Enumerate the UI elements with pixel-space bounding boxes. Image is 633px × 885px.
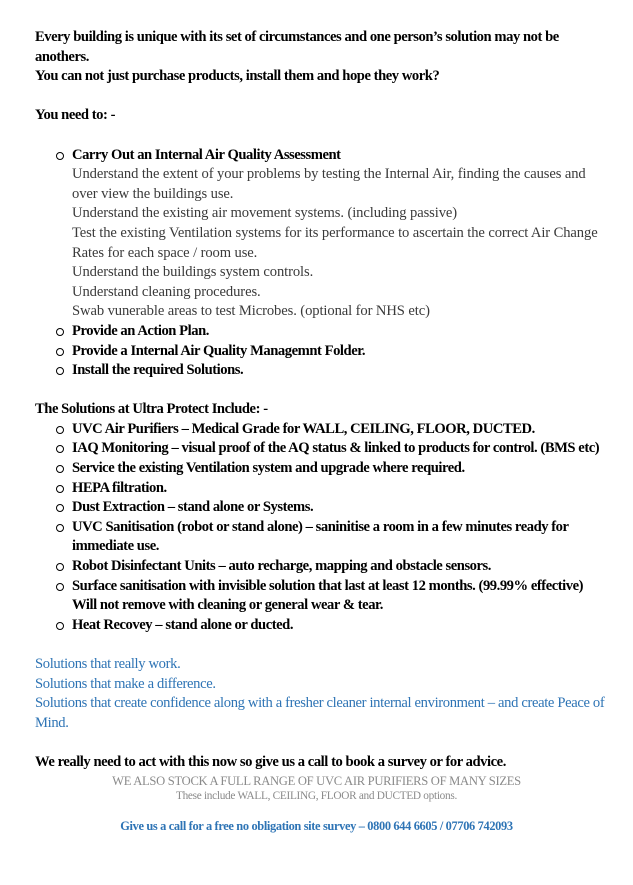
need-heading: You need to: -: [35, 107, 116, 124]
solution-item: [35, 420, 610, 440]
step-title: Provide an Action Plan.: [72, 322, 209, 339]
contact-line: Give us a call for a free no obligation site survey – 0800 644 6605 / 07706 742093: [120, 818, 513, 833]
step-item: [35, 146, 610, 166]
solution-item: [35, 557, 610, 577]
step-detail: Understand the buildings system controls.: [72, 264, 314, 281]
solution-item: [35, 439, 610, 459]
step-item: [35, 361, 610, 381]
tagline: Solutions that really work.: [35, 656, 181, 672]
solution-item: [35, 498, 610, 518]
hollow-bullet-icon: [56, 622, 64, 630]
step-title: Carry Out an Internal Air Quality Assessment: [72, 146, 341, 163]
step-detail: Swab vunerable areas to test Microbes. (optional for NHS etc): [72, 303, 430, 320]
step-item: [35, 342, 610, 362]
step-title: Provide a Internal Air Quality Managemnt Folder.: [72, 342, 366, 359]
tagline: Solutions that create confidence along with a fresher cleaner internal environment – and create Peace of Mind.: [35, 695, 605, 731]
hollow-bullet-icon: [56, 583, 64, 591]
solution-item: [35, 479, 610, 499]
solution-text: UVC Sanitisation (robot or stand alone) – saninitise a room in a few minutes ready for immediate use.: [72, 518, 569, 555]
solution-text: UVC Air Purifiers – Medical Grade for WALL, CEILING, FLOOR, DUCTED.: [72, 420, 535, 437]
call-to-action: We really need to act with this now so give us a call to book a survey or for advice.: [35, 753, 506, 770]
step-detail: Understand the extent of your problems by testing the Internal Air, finding the causes and over view the buildings use.: [72, 166, 586, 202]
solution-text: Dust Extraction – stand alone or Systems.: [72, 499, 314, 516]
step-detail: Test the existing Ventilation systems for its performance to ascertain the correct Air Change Rates for each space / room use.: [72, 224, 598, 261]
hollow-bullet-icon: [56, 328, 64, 336]
solution-text: HEPA filtration.: [72, 479, 167, 496]
solution-text: Robot Disinfectant Units – auto recharge, mapping and obstacle sensors.: [72, 558, 491, 575]
solution-text: Service the existing Ventilation system and upgrade where required.: [72, 460, 465, 477]
hollow-bullet-icon: [56, 465, 64, 473]
step-item: [35, 322, 610, 342]
step-title: Install the required Solutions.: [72, 362, 244, 379]
stock-line: WE ALSO STOCK A FULL RANGE OF UVC AIR PURIFIERS OF MANY SIZES: [112, 773, 521, 788]
hollow-bullet-icon: [56, 563, 64, 571]
solutions-heading: The Solutions at Ultra Protect Include: -: [35, 401, 268, 418]
hollow-bullet-icon: [56, 504, 64, 512]
solutions-list: [35, 420, 610, 636]
step-detail: Understand the existing air movement systems. (including passive): [72, 205, 458, 222]
steps-list: [35, 146, 610, 381]
solution-item: [35, 459, 610, 479]
hollow-bullet-icon: [56, 524, 64, 532]
solution-text: IAQ Monitoring – visual proof of the AQ status & linked to products for control. (BMS etc): [72, 440, 600, 457]
hollow-bullet-icon: [56, 426, 64, 434]
solution-item: [35, 616, 610, 636]
solution-item: [35, 518, 610, 557]
intro-line-1: Every building is unique with its set of circumstances and one person’s solution may not be anothers.: [35, 29, 559, 65]
step-detail: Understand cleaning procedures.: [72, 283, 261, 300]
tagline: Solutions that make a difference.: [35, 675, 216, 692]
hollow-bullet-icon: [56, 152, 64, 160]
hollow-bullet-icon: [56, 485, 64, 493]
hollow-bullet-icon: [56, 367, 64, 375]
hollow-bullet-icon: [56, 445, 64, 453]
solution-item: [35, 577, 610, 616]
document-body: [35, 28, 610, 834]
stock-subline: These include WALL, CEILING, FLOOR and DUCTED options.: [175, 789, 458, 802]
hollow-bullet-icon: [56, 348, 64, 356]
solution-text: Surface sanitisation with invisible solution that last at least 12 months. (99.99% effective) Will not remove with cleaning or general wear & tear.: [72, 577, 584, 614]
solution-text: Heat Recovey – stand alone or ducted.: [72, 616, 294, 633]
intro-line-2: You can not just purchase products, install them and hope they work?: [35, 68, 440, 85]
